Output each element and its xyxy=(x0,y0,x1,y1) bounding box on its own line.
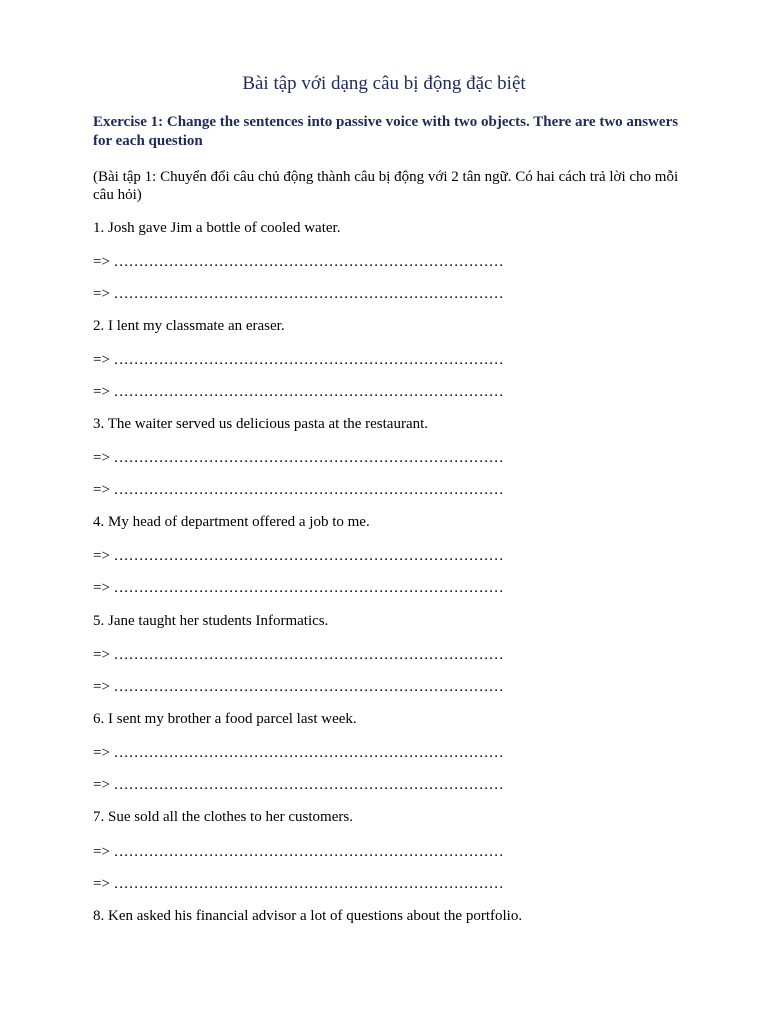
question-4: 4. My head of department offered a job to me. xyxy=(93,514,370,530)
answer-line-7b: => …………………………………………………………………… xyxy=(93,876,504,892)
answer-line-4b: => …………………………………………………………………… xyxy=(93,580,504,596)
question-6: 6. I sent my brother a food parcel last week. xyxy=(93,711,357,727)
question-8: 8. Ken asked his financial advisor a lot of questions about the portfolio. xyxy=(93,908,523,924)
exercise-heading: Exercise 1: Change the sentences into passive voice with two objects. There are two answers for each question xyxy=(93,114,679,149)
answer-line-5b: => …………………………………………………………………… xyxy=(93,679,504,695)
answer-line-1a: => …………………………………………………………………… xyxy=(93,254,504,270)
answer-line-6a: => …………………………………………………………………… xyxy=(93,745,504,761)
answer-line-4a: => …………………………………………………………………… xyxy=(93,548,504,564)
question-3: 3. The waiter served us delicious pasta at the restaurant. xyxy=(93,416,429,432)
answer-line-1b: => …………………………………………………………………… xyxy=(93,286,504,302)
answer-line-6b: => …………………………………………………………………… xyxy=(93,777,504,793)
answer-line-5a: => …………………………………………………………………… xyxy=(93,647,504,663)
question-2: 2. I lent my classmate an eraser. xyxy=(93,318,285,334)
question-5: 5. Jane taught her students Informatics. xyxy=(93,613,329,629)
question-1: 1. Josh gave Jim a bottle of cooled water. xyxy=(93,220,341,236)
answer-line-7a: => …………………………………………………………………… xyxy=(93,844,504,860)
exercise-instruction: (Bài tập 1: Chuyển đổi câu chủ động thành câu bị động với 2 tân ngữ. Có hai cách trả lời cho mỗi câu hỏi) xyxy=(93,169,679,203)
answer-line-2a: => …………………………………………………………………… xyxy=(93,352,504,368)
answer-line-3a: => …………………………………………………………………… xyxy=(93,450,504,466)
answer-line-3b: => …………………………………………………………………… xyxy=(93,482,504,498)
answer-line-2b: => …………………………………………………………………… xyxy=(93,384,504,400)
page-title: Bài tập với dạng câu bị động đặc biệt xyxy=(242,73,526,94)
question-7: 7. Sue sold all the clothes to her customers. xyxy=(93,809,353,825)
